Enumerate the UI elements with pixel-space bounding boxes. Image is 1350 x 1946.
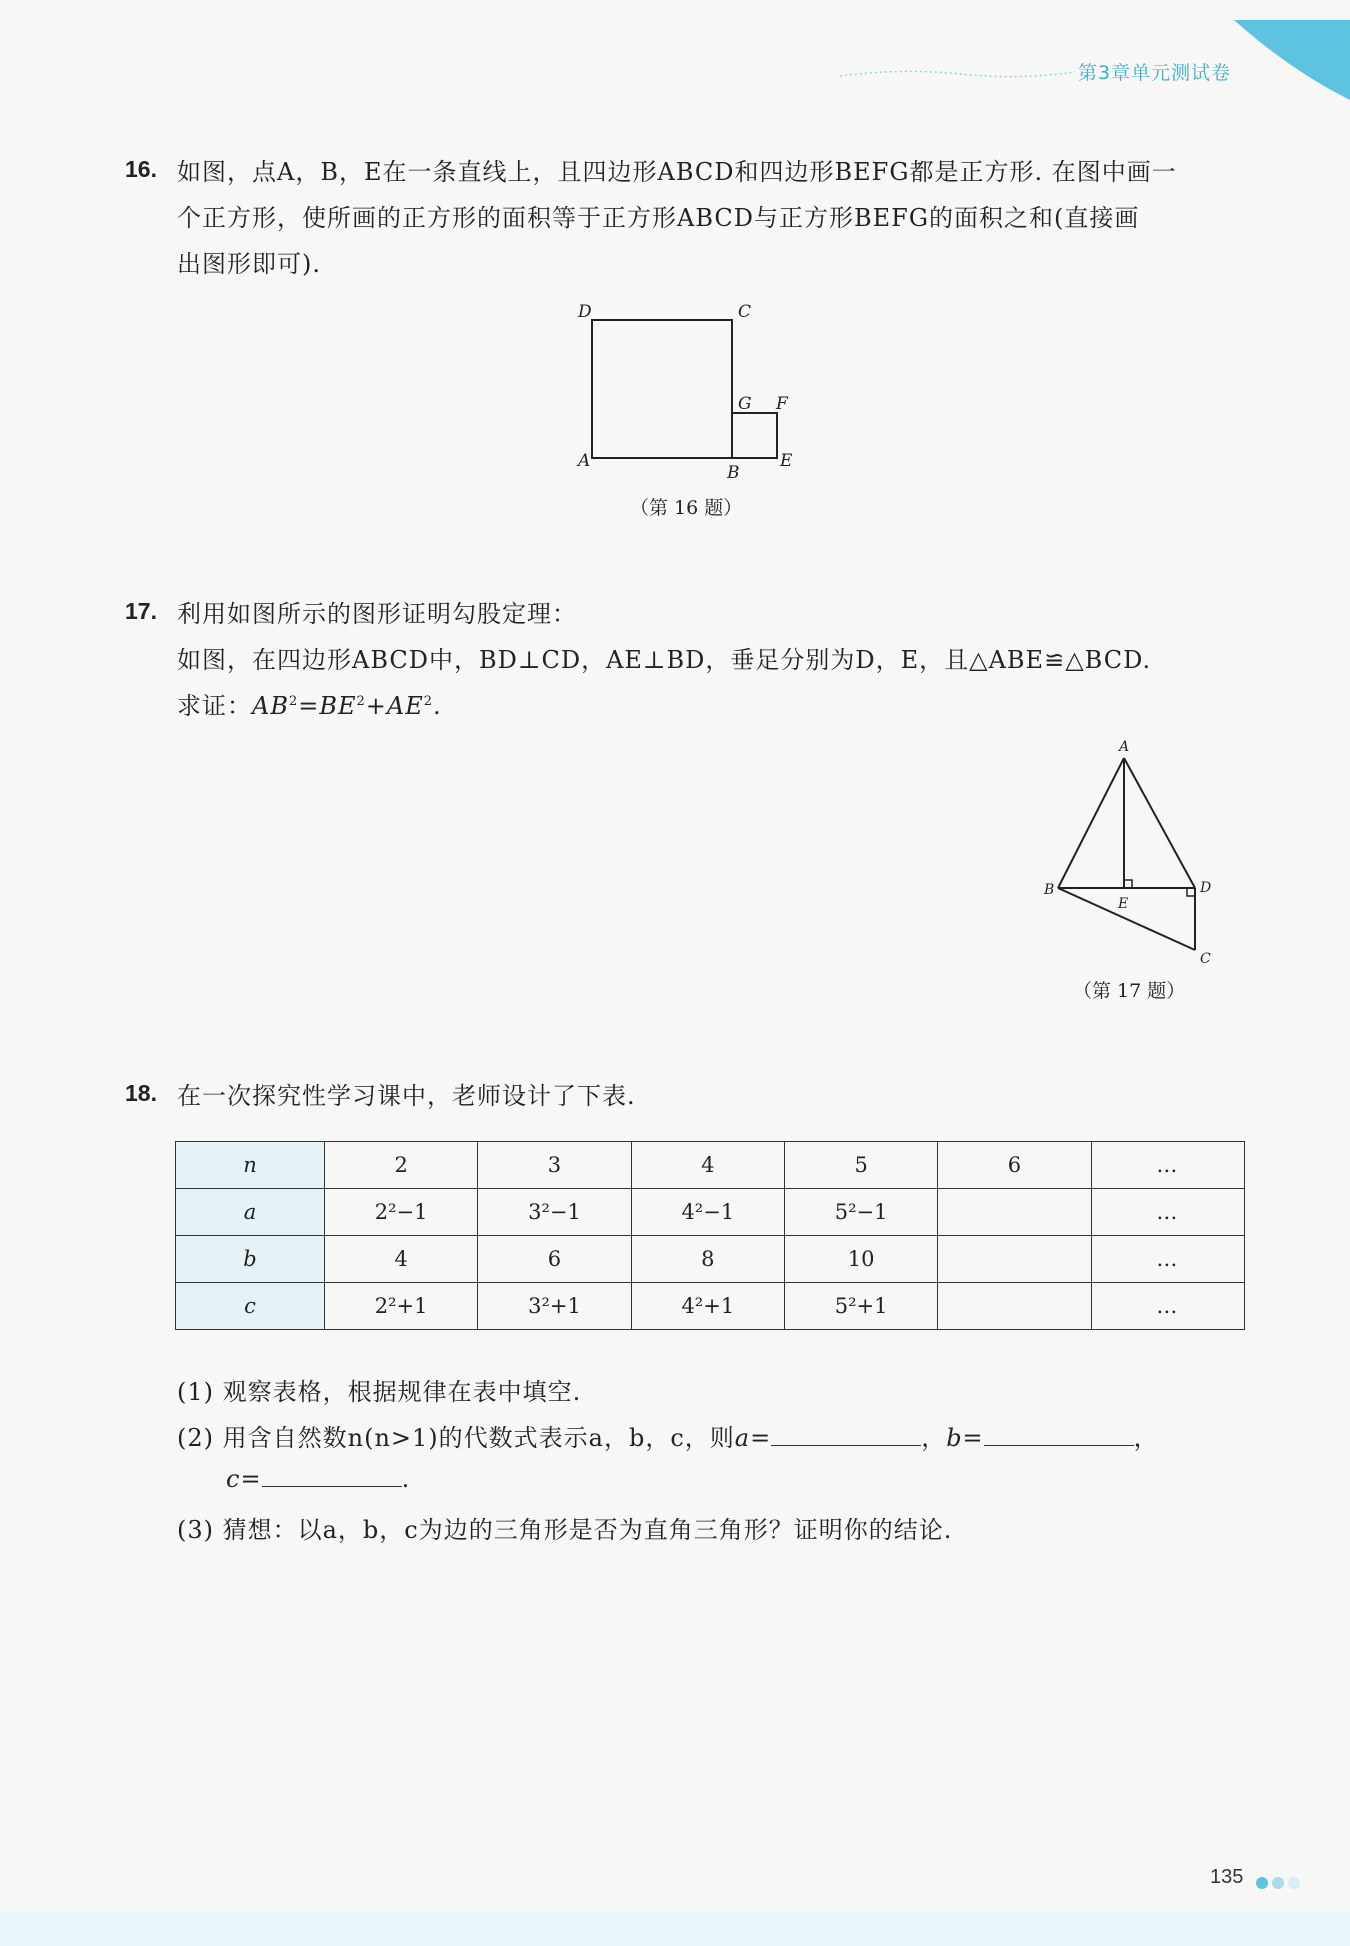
q16-line1: 如图，点A，B，E在一条直线上，且四边形ABCD和四边形BEFG都是正方形. 在图中画一 [177, 158, 1177, 186]
label-d: D [578, 302, 592, 322]
q16-line3: 出图形即可). [177, 250, 321, 278]
q16-figure [570, 300, 810, 490]
table-row [176, 1189, 1245, 1236]
q17-line1: 利用如图所示的图形证明勾股定理： [177, 600, 577, 628]
table-cell: 2 [325, 1142, 478, 1189]
table-cell: 5²−1 [784, 1189, 937, 1236]
q18-part2-cont: c= . [226, 1465, 411, 1493]
table-row [176, 1142, 1245, 1189]
label-a: A [1119, 739, 1130, 755]
row-header: b [176, 1236, 325, 1283]
table-cell: 4 [325, 1236, 478, 1283]
table-cell: … [1091, 1283, 1244, 1330]
table-row [176, 1236, 1245, 1283]
chapter-label: 第3章单元测试卷 [1078, 62, 1232, 84]
answer-blank-b[interactable] [984, 1423, 1134, 1446]
row-header: a [176, 1189, 325, 1236]
table-cell: … [1091, 1236, 1244, 1283]
table-cell: 10 [784, 1236, 937, 1283]
q16-caption: （第 16 题） [630, 497, 743, 519]
q18-intro: 在一次探究性学习课中，老师设计了下表. [177, 1082, 636, 1110]
table-cell: 4 [631, 1142, 784, 1189]
table-cell-blank[interactable] [938, 1189, 1091, 1236]
q17-number: 17. [125, 598, 157, 624]
label-a: A [578, 451, 591, 471]
table-cell: 2²−1 [325, 1189, 478, 1236]
q18-part2: (2) 用含自然数n(n>1)的代数式表示a，b，c，则a= ，b= ， [177, 1424, 1159, 1452]
table-cell-blank[interactable] [938, 1283, 1091, 1330]
pattern-table [175, 1141, 1245, 1330]
label-b: B [727, 463, 740, 483]
page-number: 135 [1210, 1866, 1244, 1888]
label-g: G [738, 394, 752, 414]
q16-line2: 个正方形，使所画的正方形的面积等于正方形ABCD与正方形BEFG的面积之和(直接画 [177, 204, 1140, 232]
q17-line2: 如图，在四边形ABCD中，BD⊥CD，AE⊥BD，垂足分别为D，E，且△ABE≌△BCD. [177, 646, 1152, 674]
segment-ad [1124, 758, 1195, 888]
table-cell: 6 [478, 1236, 631, 1283]
row-header: c [176, 1283, 325, 1330]
label-c: C [738, 302, 752, 322]
q17-line3: 求证：$AB^2=BE^2+AE^2$. [177, 692, 442, 720]
square-abcd [592, 320, 732, 458]
q17-caption: （第 17 题） [1073, 980, 1186, 1002]
table-cell: 8 [631, 1236, 784, 1283]
label-f: F [776, 394, 788, 414]
label-d: D [1200, 880, 1212, 896]
label-e: E [780, 451, 793, 471]
row-header: n [176, 1142, 325, 1189]
table-cell: 4²+1 [631, 1283, 784, 1330]
square-befg [732, 413, 777, 458]
table-cell: 2²+1 [325, 1283, 478, 1330]
table-cell: 3²−1 [478, 1189, 631, 1236]
table-cell: 3²+1 [478, 1283, 631, 1330]
corner-decoration [1180, 0, 1350, 110]
table-cell: … [1091, 1189, 1244, 1236]
table-cell: … [1091, 1142, 1244, 1189]
table-cell: 4²−1 [631, 1189, 784, 1236]
answer-blank-c[interactable] [262, 1464, 402, 1487]
header-dotted-line [840, 68, 1075, 80]
label-c: C [1200, 951, 1211, 967]
table-cell: 6 [938, 1142, 1091, 1189]
q18-part1: (1) 观察表格，根据规律在表中填空. [177, 1378, 582, 1406]
right-angle-e [1124, 880, 1132, 888]
footer-band [0, 1912, 1350, 1946]
q16-number: 16. [125, 156, 157, 182]
q18-number: 18. [125, 1080, 157, 1106]
q18-part3: (3) 猜想：以a，b，c为边的三角形是否为直角三角形？证明你的结论. [177, 1516, 953, 1544]
label-b: B [1044, 882, 1055, 898]
answer-blank-a[interactable] [771, 1423, 921, 1446]
label-e: E [1118, 896, 1129, 912]
table-cell-blank[interactable] [938, 1236, 1091, 1283]
page-dots-icon [1255, 1876, 1305, 1890]
table-row [176, 1283, 1245, 1330]
table-cell: 5 [784, 1142, 937, 1189]
right-angle-d [1187, 888, 1195, 896]
segment-ab [1058, 758, 1124, 888]
q17-figure [1030, 730, 1230, 970]
table-cell: 3 [478, 1142, 631, 1189]
table-cell: 5²+1 [784, 1283, 937, 1330]
